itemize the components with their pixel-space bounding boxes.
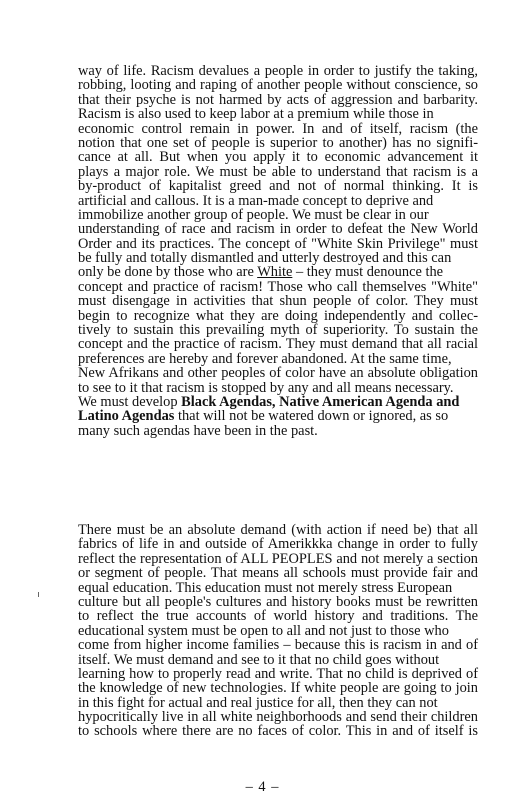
text-line: to see to it that racism is stopped by any and all means necessary. [78, 379, 454, 396]
page-number: – 4 – [245, 779, 280, 795]
text-line-with-bold [78, 409, 478, 423]
text-line: fabrics of life in and outside of Amerikkka change in order to fully [78, 536, 478, 553]
text-line: tively to sustain this prevailing myth of superiority. To sustain the [78, 322, 478, 339]
text-line: in this fight for actual and real justice for all, then they can not [78, 694, 438, 711]
text-line: artificial and callous. It is a man-made concept to deprive and [78, 192, 434, 209]
text-line: learning how to properly read and write. That no child is deprived of [78, 665, 478, 682]
text-line: economic control remain in power. In and of itself, racism (the [78, 120, 478, 137]
text-line: hypocritically live in all white neighborhoods and send their children [78, 709, 478, 726]
margin-mark [38, 592, 39, 597]
text-line: reflect the representation of ALL PEOPLES and not merely a section [78, 550, 478, 567]
text-line: by-product of kapitalist greed and not of normal thinking. It is [78, 178, 478, 195]
text-line: Order and its practices. The concept of "White Skin Privilege" must [78, 235, 478, 252]
text-line-with-bold [78, 395, 478, 409]
bold-phrase: Black Agendas, Native American Agenda and [181, 393, 460, 410]
text-line: There must be an absolute demand (with action if need be) that all [78, 522, 478, 538]
text-line: educational system must be open to all and not just to those who [78, 622, 449, 639]
paragraph-1 [78, 64, 478, 438]
text-line: cance at all. But when you apply it to economic advancement it [78, 149, 478, 166]
text-line: immobilize another group of people. We must be clear in our [78, 206, 429, 223]
text-line-with-underline [78, 265, 478, 279]
text-line: that their psyche is not harmed by acts of aggression and barbarity. [78, 91, 478, 108]
text-line: equal education. This education must not merely stress European [78, 579, 453, 596]
text-line: way of life. Racism devalues a people in order to justify the taking, [78, 63, 478, 79]
text-line: concept and the practice of racism. They must demand that all racial [78, 336, 478, 353]
text-line: concept and practice of racism! Those who call themselves "White" [78, 278, 478, 295]
text-line: begin to recognize what they are doing independently and collec- [78, 307, 478, 324]
underlined-word: White [257, 264, 293, 281]
text-line: notion that one set of people is superior to another) has no signifi- [78, 134, 478, 151]
text-line: to reflect the true accounts of world history and traditions. The [78, 608, 478, 625]
text-line: must disengage in activities that shun people of color. They must [78, 293, 478, 310]
text-line: preferences are hereby and forever abandoned. At the same time, [78, 350, 452, 367]
text-line: culture but all people's cultures and history books must be rewritten [78, 593, 478, 610]
text-fragment: only be done by those who are [78, 264, 258, 281]
text-line: to schools where there are no faces of color. This in and of itself is [78, 723, 478, 740]
text-line: New Afrikans and other peoples of color have an absolute obligation [78, 365, 478, 382]
text-line: itself. We must demand and see to it that no child goes without [78, 651, 440, 668]
text-line: plays a major role. We must be able to understand that racism is a [78, 163, 478, 180]
text-line: Racism is also used to keep labor at a premium while those in [78, 106, 434, 123]
text-fragment: that will not be watered down or ignored, as so [177, 408, 449, 425]
text-line: be fully and totally dismantled and utterly destroyed and this can [78, 250, 452, 267]
text-line: or segment of people. That means all schools must provide fair and [78, 565, 478, 582]
bold-phrase: Latino Agendas [78, 408, 175, 425]
text-line: the knowledge of new technologies. If white people are going to join [78, 680, 478, 697]
paragraph-2 [78, 523, 478, 739]
text-line: come from higher income families – because this is racism in and of [78, 637, 478, 654]
text-line: many such agendas have been in the past. [78, 422, 318, 439]
text-fragment: – they must denounce the [292, 264, 444, 281]
text-line: understanding of race and racism in order to defeat the New World [78, 221, 478, 238]
text-fragment: We must develop [78, 393, 182, 410]
text-line: robbing, looting and raping of another people without conscience, so [78, 77, 478, 94]
